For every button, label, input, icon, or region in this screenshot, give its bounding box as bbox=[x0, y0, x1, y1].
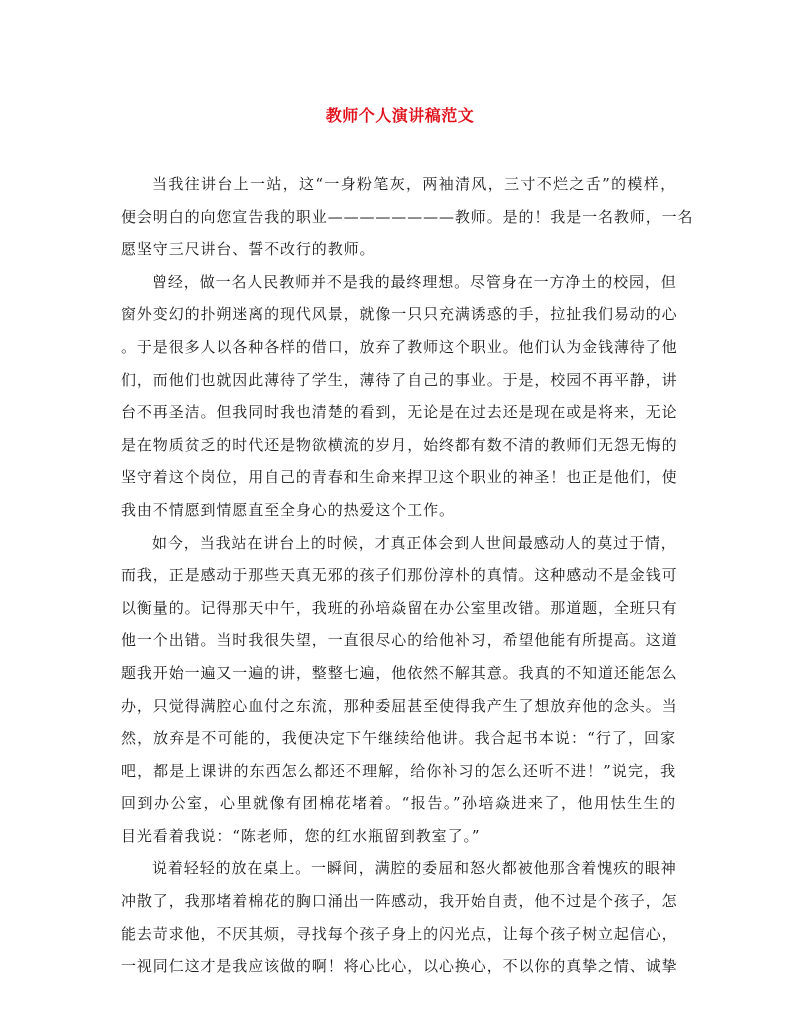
paragraph-line: 当我往讲台上一站，这“一身粉笔灰，两袖清风，三寸不烂之舌”的模样， bbox=[152, 175, 676, 193]
paragraph bbox=[121, 527, 676, 853]
paragraph-line: 冲散了，我那堵着棉花的胸口涌出一阵感动，我开始自责，他不过是个孩子，怎 bbox=[121, 892, 678, 911]
paragraph-line: 他一个出错。当时我很失望，一直很尽心的给他补习，希望他能有所提高。这道 bbox=[121, 631, 678, 650]
paragraph bbox=[121, 852, 676, 982]
paragraph-line: 台不再圣洁。但我同时我也清楚的看到，无论是在过去还是现在或是将来，无论 bbox=[121, 403, 678, 422]
paragraph bbox=[121, 266, 676, 527]
paragraph-line: 。于是很多人以各种各样的借口，放弃了教师这个职业。他们认为金钱薄待了他 bbox=[121, 337, 678, 356]
paragraph-line: 一视同仁这才是我应该做的啊！将心比心，以心换心，不以你的真挚之情、诚挚 bbox=[121, 957, 678, 976]
paragraph-line: 是在物质贫乏的时代还是物欲横流的岁月，始终都有数不清的教师们无怨无悔的 bbox=[121, 435, 678, 454]
paragraph-line: 能去苛求他，不厌其烦，寻找每个孩子身上的闪光点，让每个孩子树立起信心， bbox=[121, 924, 678, 943]
paragraph-line: 题我开始一遍又一遍的讲，整整七遍，他依然不解其意。我真的不知道还能怎么 bbox=[121, 663, 678, 682]
paragraph-line: 曾经，做一名人民教师并不是我的最终理想。尽管身在一方净土的校园，但 bbox=[152, 272, 677, 291]
paragraph-line: 目光看着我说：“陈老师，您的红水瓶留到教室了。” bbox=[121, 826, 481, 845]
paragraph-line: 吧，都是上课讲的东西怎么都还不理解，给你补习的怎么还听不进！”说完，我 bbox=[121, 761, 676, 780]
paragraph-line: 回到办公室，心里就像有团棉花堵着。“报告。”孙培焱进来了，他用怯生生的 bbox=[121, 794, 676, 813]
document-body bbox=[121, 168, 694, 983]
paragraph-line: 说着轻轻的放在桌上。一瞬间，满腔的委屈和怒火都被他那含着愧疚的眼神 bbox=[152, 859, 677, 878]
paragraph-line: 以衡量的。记得那天中午，我班的孙培焱留在办公室里改错。那道题，全班只有 bbox=[121, 598, 678, 617]
paragraph-line: 然，放弃是不可能的，我便决定下午继续给他讲。我合起书本说：“行了，回家 bbox=[121, 729, 676, 748]
paragraph-line: 如今，当我站在讲台上的时候，才真正体会到人世间最感动人的莫过于情， bbox=[152, 533, 677, 552]
paragraph-line: 办，只觉得满腔心血付之东流，那种委屈甚至使得我产生了想放弃他的念头。当 bbox=[121, 696, 678, 715]
paragraph-line: 便会明白的向您宣告我的职业————————教师。是的！我是一名教师，一名 bbox=[121, 207, 694, 226]
paragraph-line: 们，而他们也就因此薄待了学生，薄待了自己的事业。于是，校园不再平静，讲 bbox=[121, 370, 678, 389]
document-title: 教师个人演讲稿范文 bbox=[325, 106, 475, 125]
paragraph-line: 我由不情愿到情愿直至全身心的热爱这个工作。 bbox=[121, 500, 455, 519]
paragraph bbox=[121, 168, 694, 266]
paragraph-line: 而我，正是感动于那些天真无邪的孩子们那份淳朴的真情。这种感动不是金钱可 bbox=[121, 566, 678, 585]
paragraph-line: 坚守着这个岗位，用自己的青春和生命来捍卫这个职业的神圣！也正是他们，使 bbox=[121, 468, 678, 487]
paragraph-line: 窗外变幻的扑朔迷离的现代风景，就像一只只充满诱惑的手，拉扯我们易动的心 bbox=[121, 305, 678, 324]
paragraph-line: 愿坚守三尺讲台、誓不改行的教师。 bbox=[121, 240, 376, 259]
